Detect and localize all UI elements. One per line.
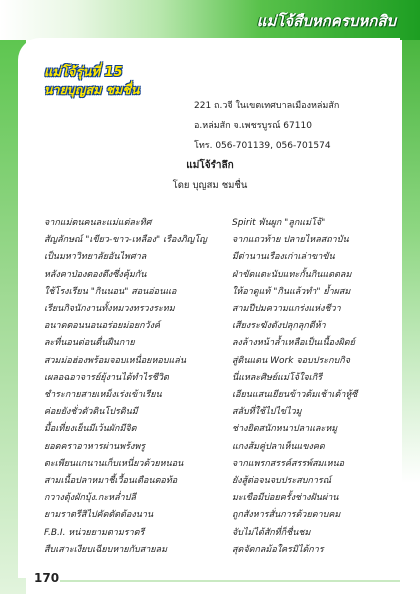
verse-line: ละที่นอนด่อนตื่นฝืนกาย <box>44 338 135 349</box>
verse-line: สู่ดินแดน Work จอบประกบกิจ <box>232 355 350 366</box>
verse-line: นี่แหละศิษย์แม่โจ้ใจเกิรี <box>232 372 323 383</box>
verse-line: F.B.I. หน่วยยามตามราตรี <box>44 527 145 538</box>
verse-line: สัญลักษณ์ "เขียว-ขาว-เหลือง" เรืองภิญโญ <box>44 235 207 246</box>
verse-line: แกงส้มคู่ปลาเห็นแขงคด <box>232 441 325 452</box>
issue-label: แม่โจ้รุ่นที่ 15 <box>44 65 123 80</box>
verse-line: สลับที่ใช้ไปไข่ไวมู <box>232 407 302 418</box>
header-band <box>0 0 420 40</box>
author-name: นายบุญสม ชมชื่น <box>44 82 140 97</box>
verse-line: หลังคาป่องตองตึงซึ่งคุ้มกัน <box>44 269 147 280</box>
verse-line: Spirit พันผูก "ลูกแม่โจ้" <box>232 218 326 228</box>
verse-line: เรียนกิจนักงานทั้งหมวงทรวงระทม <box>44 304 175 315</box>
verse-line: เสียงระฆังดังปลุกลุกตีห้า <box>232 321 326 332</box>
verse-line: กวางตุ้งผักบุ้ง.กะหล่ำปลี <box>44 493 136 504</box>
address-line-3: โทร. 056-701139, 056-701574 <box>194 141 331 151</box>
verse-line: สุดจัดกลม้อใครมิได้การ <box>232 544 324 555</box>
verse-line: จากแม่ตนคนละแม่แต่ละทิศ <box>44 218 152 228</box>
verse-line: อนาดตอนนอนอร่อยม่อยกวังค์ <box>44 321 161 332</box>
verse-line: ยามราตรีสิไปคัดตัดต้องนาน <box>44 510 154 521</box>
verse-line: เป็นมหาวิทยาลัยอันไพศาล <box>44 252 147 263</box>
verse-line: ยอดคราอาหารผ่านพร้งพรู <box>44 441 146 452</box>
verse-line: ใช้โรงเรียน "กินนอน" สอนอ่อนแอ <box>44 286 177 297</box>
footer-rule <box>60 580 400 582</box>
verse-line: มะเขือมีบ่อยครั้งช่างฝันผ่าน <box>232 493 339 504</box>
page-number: 170 <box>34 571 60 585</box>
address-line-1: 221 ถ.วจี ในเขตเทศบาลเมืองหล่มสัก <box>194 101 340 111</box>
verse-line: สามปีปมความแกร่งแห่งชีวา <box>232 304 341 315</box>
verse-line: ยังสู้ต่อจนจบประสบการณ์ <box>232 476 332 487</box>
verse-line: สืบเสาะเงียบเฉียบหายกับสายลม <box>44 544 168 555</box>
address-block <box>194 96 339 156</box>
poem-right-column <box>232 215 397 559</box>
verse-line: เอียนแสนเยียนข้าวต้มเช้าเต้าหู้ซี <box>232 390 358 401</box>
poem-left-column <box>44 215 224 559</box>
verse-line: ฝ่าขัดแตะนับแทะกั้นกินแดดลม <box>232 269 352 280</box>
right-green-strip <box>402 40 420 594</box>
verse-line: ชำระกายสายเหม็งเร่งเข้าเรียน <box>44 390 162 401</box>
verse-line: สวมม่อฮ่องพร้อมจอบเหนื่อยหอบแล่น <box>44 355 186 366</box>
verse-line: สามเนื้อปลาหมาชี้เวื้อนเตือนตอท้อ <box>44 476 178 487</box>
verse-line: ลงล้างหน้าล้ำเหลือเป็นเนื้องผิดย์ <box>232 338 355 349</box>
verse-line: ให้อาดูแท้ "กินแล้วทำ" ย้ำผสม <box>232 286 351 297</box>
verse-line: จับไม่ได้สักที่ก็ชื่นชม <box>232 527 311 538</box>
header-title: แม่โจ้สืบหกครบหกสิบ <box>256 12 396 30</box>
verse-line: จากแพรกสรรค์สรรพ์สมเหนอ <box>232 458 345 469</box>
verse-line: ค่อยยังชั่วตัวดินโปรดินมี <box>44 407 138 418</box>
verse-line: ช่างยิดสนักหนาปลาและหมู <box>232 424 338 435</box>
author-block <box>44 64 139 98</box>
verse-line: ตะเพียนแกนานเก็บเหนี่ยวด้วยหนอน <box>44 458 184 469</box>
verse-line: เผลอฉอาจารย์ยุ้งานได้ทำไรชีวิต <box>44 372 169 383</box>
address-line-2: อ.หล่มสัก จ.เพชรบูรณ์ 67110 <box>194 121 312 131</box>
verse-line: มื้อเที่ยงเย็นมีเว้นผักมีจิต <box>44 424 137 435</box>
poem-byline: โดย บุญสม ชมชื่น <box>172 180 248 191</box>
poem-title: แม่โจ้รำลึก <box>186 160 234 171</box>
verse-line: จากแถวท้าย ปลายไหลสถาบัน <box>232 235 349 246</box>
verse-line: มีต่านานเรืองเก่าเล่าขาขัน <box>232 252 335 263</box>
verse-line: ถูกสังหารสั่นการด้วยดาบคม <box>232 510 341 521</box>
